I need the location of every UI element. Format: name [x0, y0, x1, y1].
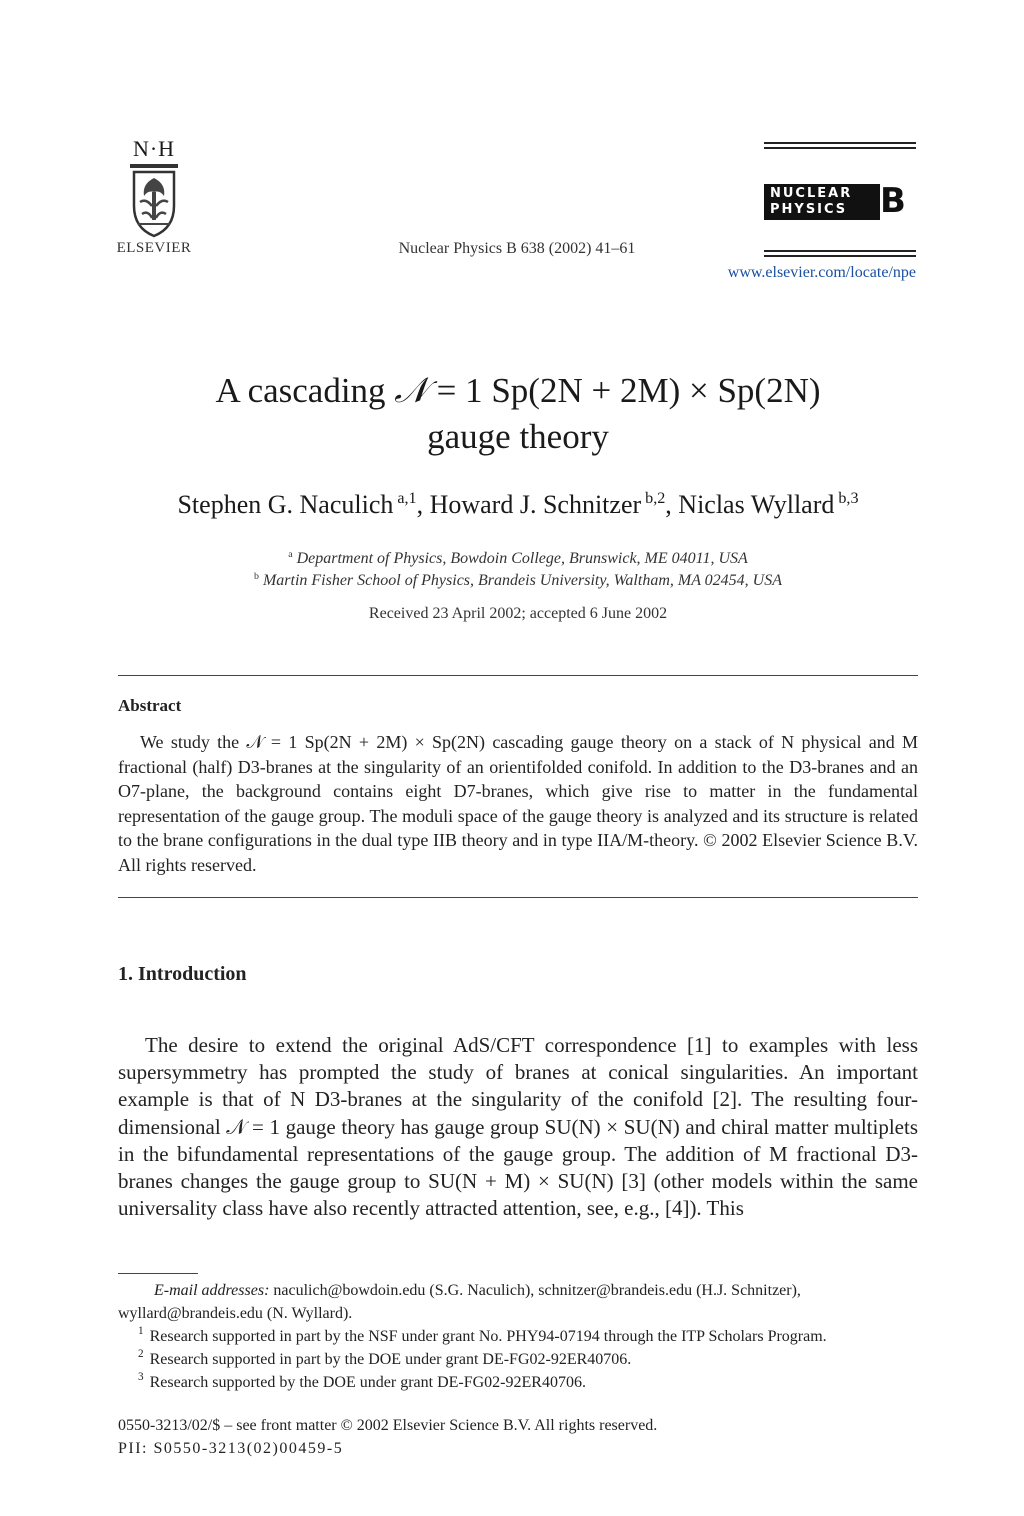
journal-logo — [764, 140, 916, 260]
abstract-rule-bottom — [118, 897, 918, 898]
footnote-rule — [118, 1273, 198, 1274]
author-name: Stephen G. Naculich — [177, 490, 394, 519]
journal-logo-line1: NUCLEAR — [770, 186, 853, 201]
tree-emblem-icon — [124, 162, 184, 240]
footnote-email — [118, 1279, 918, 1325]
author-name: Howard J. Schnitzer — [429, 490, 642, 519]
logo-rule-top — [764, 142, 916, 144]
affiliation-label: b — [253, 571, 259, 583]
email-label: E-mail addresses: — [154, 1282, 270, 1299]
author-name: Niclas Wyllard — [678, 490, 835, 519]
abstract-heading: Abstract — [118, 696, 182, 715]
copyright-line: 0550-3213/02/$ – see front matter © 2002 Elsevier Science B.V. All rights reserved. — [118, 1417, 658, 1434]
journal-logo-badge — [764, 184, 880, 220]
journal-url-link[interactable]: www.elsevier.com/locate/npe — [727, 264, 916, 281]
footnotes — [118, 1279, 918, 1394]
email-addresses: naculich@bowdoin.edu (S.G. Naculich), schnitzer@brandeis.edu (H.J. Schnitzer), wyllard@brandeis.edu (N. Wyllard). — [118, 1282, 801, 1322]
affiliation-label: a — [288, 549, 293, 561]
logo-rule-bottom — [764, 250, 916, 252]
journal-citation: Nuclear Physics B 638 (2002) 41–61 — [398, 240, 636, 257]
footnote-number: 3 — [138, 1371, 144, 1384]
footnote-text: Research supported by the DOE under grant DE-FG02-92ER40706. — [149, 1374, 586, 1391]
footnote-text: Research supported in part by the DOE under grant DE-FG02-92ER40706. — [149, 1351, 632, 1368]
publisher-logo — [112, 138, 196, 257]
author-list: Stephen G. Naculich $^{a,1}$, Howard J. Schnitzer $^{b,2}$, Niclas Wyllard $^{b,3}$ — [177, 490, 859, 519]
pii-line: PII: S0550-3213(02)00459-5 — [118, 1440, 344, 1457]
logo-rule-bottom-2 — [764, 255, 916, 257]
affiliation-item — [112, 548, 924, 570]
received-dates: Received 23 April 2002; accepted 6 June 2002 — [368, 605, 668, 622]
footnote-item — [118, 1325, 918, 1348]
copyright-block — [118, 1414, 657, 1460]
title-groups: = 1 Sp(2N + 2M) × Sp(2N) — [427, 371, 821, 410]
author-marks: b,2 — [645, 490, 666, 508]
title-script-n: 𝒩 — [394, 371, 428, 410]
footnote-number: 2 — [138, 1348, 144, 1361]
affiliation-text: Martin Fisher School of Physics, Brandeis University, Waltham, MA 02454, USA — [262, 572, 783, 589]
paper-title — [112, 368, 924, 460]
author-marks: b,3 — [838, 490, 859, 508]
journal-logo-line2: PHYSICS — [770, 202, 848, 217]
title-line-1 — [112, 368, 924, 414]
section-heading-introduction: 1. Introduction — [118, 963, 247, 985]
publisher-monogram: N·H — [132, 136, 176, 161]
footnote-text: Research supported in part by the NSF under grant No. PHY94-07194 through the ITP Scholars Program. — [149, 1328, 827, 1345]
footnote-item — [118, 1371, 918, 1394]
footnote-item — [118, 1348, 918, 1371]
footnote-number: 1 — [138, 1325, 144, 1338]
affiliation-text: Department of Physics, Bowdoin College, Brunswick, ME 04011, USA — [296, 550, 748, 567]
title-line-2: gauge theory — [427, 417, 609, 456]
abstract-text: We study the 𝒩 = 1 Sp(2N + 2M) × Sp(2N) cascading gauge theory on a stack of N physical and M fractional (half) D3-branes at the singularity of an orientifolded conifold. In addition to the D3-branes and an O7-plane, the background contains eight D7-branes, which give rise to matter in the fundamental representation of the gauge group. The moduli space of the gauge theory is analyzed and its structure is related to the brane configurations in the dual type IIB theory and in type IIA/M-theory. © 2002 Elsevier Science B.V. All rights reserved. — [118, 732, 918, 875]
publisher-name: ELSEVIER — [116, 240, 192, 256]
introduction-paragraph: The desire to extend the original AdS/CFT correspondence [1] to examples with less supersymmetry has prompted the study of branes at conical singularities. An important example is that of N D3-branes at the singularity of the conifold [2]. The resulting four-dimensional 𝒩 = 1 gauge theory has gauge group SU(N) × SU(N) and chiral matter multiplets in the bifundamental representations of the gauge group. The addition of M fractional D3-branes changes the gauge group to SU(N + M) × SU(N) [3] (other models within the same universality class have also recently attracted attention, see, e.g., [4]). This — [118, 1033, 918, 1221]
journal-logo-letter: B — [880, 181, 906, 221]
title-prefix: A cascading — [215, 371, 395, 410]
affiliations — [112, 548, 924, 592]
author-marks: a,1 — [397, 490, 417, 508]
abstract-rule-top — [118, 675, 918, 676]
logo-rule-top-2 — [764, 147, 916, 149]
affiliation-item — [112, 570, 924, 592]
